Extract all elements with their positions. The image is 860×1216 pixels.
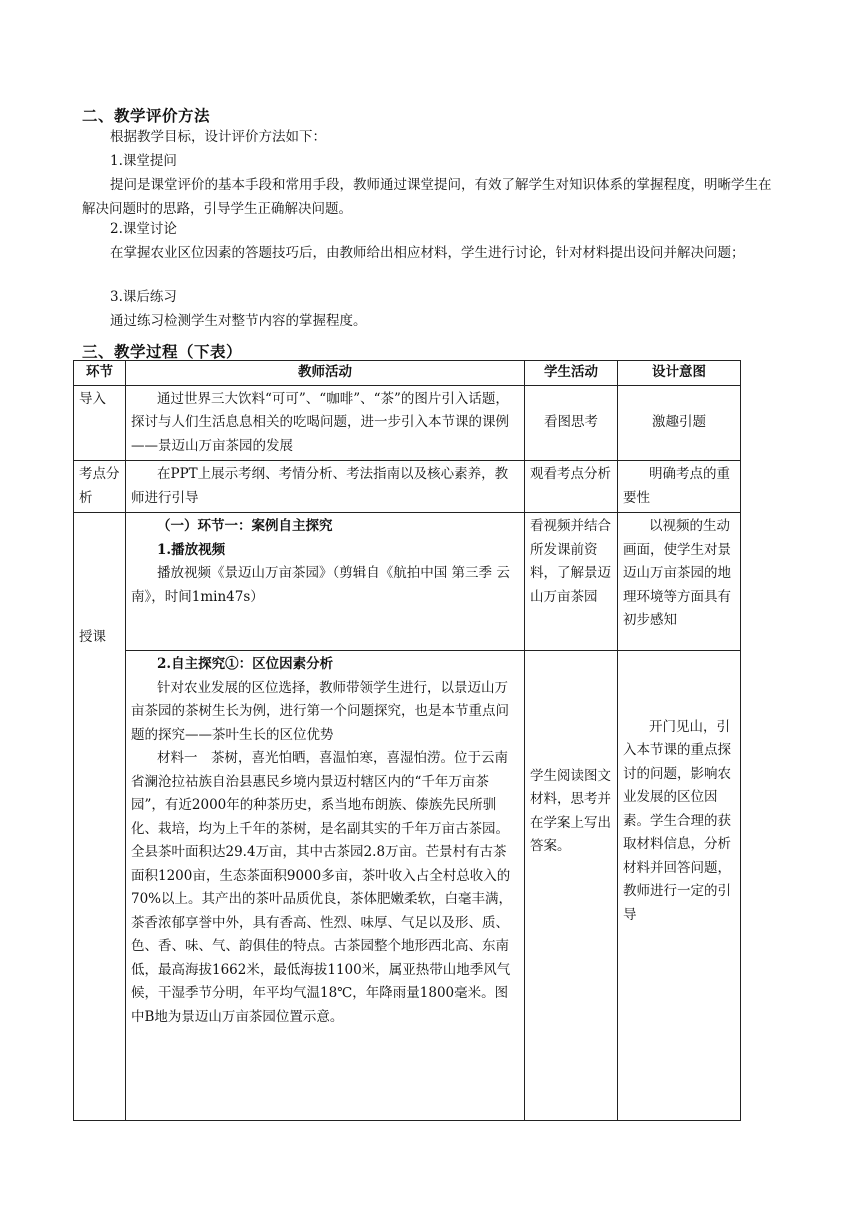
cell-student-exam: 观看考点分析: [525, 461, 618, 513]
teaching-process-table: [73, 360, 741, 1121]
table-row-exam-analysis: [74, 461, 741, 513]
section-heading-process: 三、教学过程（下表）: [82, 343, 243, 361]
cell-stage-intro: 导入: [74, 385, 126, 461]
cell-teacher-video: [126, 513, 525, 651]
section-heading-evaluation: 二、教学评价方法: [82, 107, 211, 125]
cell-teacher-intro: 通过世界三大饮料“可可”、“咖啡”、“茶”的图片引入话题，探讨与人们生活息息相关的吃喝问题，进一步引入本节课的课例——景迈山万亩茶园的发展: [126, 385, 525, 461]
material-text: 材料一 茶树，喜光怕晒，喜温怕寒，喜湿怕涝。位于云南省澜沧拉祜族自治县惠民乡境内景迈村辖区内的“千年万亩茶园”，有近2000年的种茶历史，系当地布朗族、傣族先民所驯化、栽培，均为上千年的茶树，是名副其实的千年万亩古茶园。全县茶叶面积达29.4万亩，其中古茶园2.8万亩。芒景村有古茶面积1200亩，生态茶面积9000多亩，茶叶收入占全村总收入的70%以上。其产出的茶叶品质优良，茶体肥嫩柔软，白毫丰满，茶香浓郁享誉中外，具有香高、性烈、味厚、气足以及形、质、色、香、味、气、韵俱佳的特点。古茶园整个地形西北高、东南低，最高海拔1662米，最低海拔1100米，属亚热带山地季风气候，干湿季节分明，年平均气温18℃，年降雨量1800毫米。图中B地为景迈山万亩茶园位置示意。: [131, 750, 513, 1025]
evaluation-item2-title: 2.课堂讨论: [110, 221, 177, 237]
header-stage: 环节: [74, 361, 126, 386]
cell-stage-lecture: [74, 513, 126, 1121]
header-student-activity: 学生活动: [525, 361, 618, 386]
evaluation-item3-title: 3.课后练习: [110, 289, 177, 305]
evaluation-item1-text: 提问是课堂评价的基本手段和常用手段，教师通过课堂提问，有效了解学生对知识体系的掌握程度，明晰学生在解决问题时的思路，引导学生正确解决问题。: [82, 177, 772, 217]
cell-intent-video: 以视频的生动画面，使学生对景迈山万亩茶园的地理环境等方面具有初步感知: [618, 513, 741, 651]
evaluation-intro: 根据教学目标，设计评价方法如下：: [110, 129, 326, 145]
cell-student-explore: 学生阅读图文材料，思考并在学案上写出答案。: [525, 651, 618, 1121]
explore-title: 2.自主探究①：区位因素分析: [157, 656, 334, 672]
table-row-intro: [74, 385, 741, 461]
cell-student-video: 看视频并结合所发课前资料，了解景迈山万亩茶园: [525, 513, 618, 651]
evaluation-item1-title: 1.课堂提问: [110, 153, 177, 169]
video-title: 1.播放视频: [157, 541, 226, 558]
cell-teacher-explore: [126, 651, 525, 1121]
table-header-row: [74, 361, 741, 386]
cell-intent-intro: 激趣引题: [618, 385, 741, 461]
table-row-lecture-video: [74, 513, 741, 651]
cell-student-intro: 看图思考: [525, 385, 618, 461]
cell-intent-exam: 明确考点的重要性: [618, 461, 741, 513]
evaluation-item3-text: 通过练习检测学生对整节内容的掌握程度。: [110, 313, 367, 329]
cell-stage-exam: 考点分析: [74, 461, 126, 513]
header-design-intent: 设计意图: [618, 361, 741, 386]
explore-text: 针对农业发展的区位选择，教师带领学生进行，以景迈山万亩茶园的茶树生长为例，进行第一个问题探究，也是本节重点问题的探究——茶叶生长的区位优势: [131, 679, 509, 743]
header-teacher-activity: 教师活动: [126, 361, 525, 386]
table-row-lecture-explore: [74, 651, 741, 1121]
segment1-title: （一）环节一：案例自主探究: [157, 518, 333, 534]
evaluation-item2-text: 在掌握农业区位因素的答题技巧后，由教师给出相应材料，学生进行讨论，针对材料提出设问并解决问题；: [110, 245, 745, 261]
cell-intent-explore: 开门见山，引入本节课的重点探讨的问题，影响农业发展的区位因素。学生合理的获取材料信息，分析材料并回答问题，教师进行一定的引导: [618, 651, 741, 1121]
stage-lecture-label: 授课: [79, 628, 106, 645]
video-text: 播放视频《景迈山万亩茶园》（剪辑自《航拍中国 第三季 云南》，时间1min47s）: [131, 565, 510, 605]
cell-teacher-exam: 在PPT上展示考纲、考情分析、考法指南以及核心素养，教师进行引导: [126, 461, 525, 513]
